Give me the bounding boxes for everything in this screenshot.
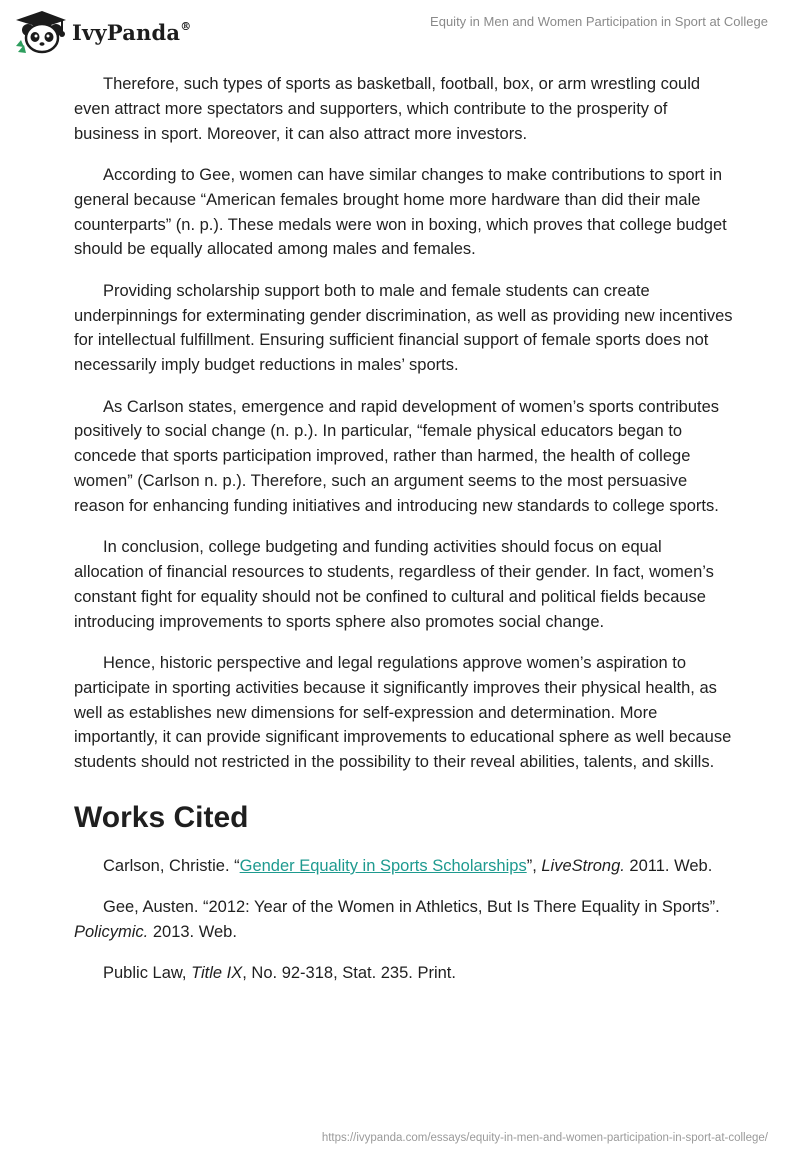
footer-url[interactable]: https://ivypanda.com/essays/equity-in-men-and-women-participation-in-sport-at-college/ [321,1132,768,1144]
document-title: Equity in Men and Women Participation in Sport at College [430,14,768,29]
ivypanda-logo[interactable] [12,6,191,56]
panda-graduate-icon [12,6,68,56]
body-paragraph: Providing scholarship support both to male and female students can create underpinnings for exterminating gender discrimination, as well as providing new incentives for intellectual fulfillment. Ensuring sufficient financial support of female sports does not necessarily imply budget reductions in males’ sports. [74,281,733,375]
body-paragraph: In conclusion, college budgeting and funding activities should focus on equal allocation of financial resources to students, regardless of their gender. In fact, women’s constant fight for equality should not be confined to cultural and political fields because introducing improvements to sports sphere also promotes social change. [74,538,714,631]
citation-entry: Gee, Austen. “2012: Year of the Women in Athletics, But Is There Equality in Sports”. Policymic. 2013. Web. [74,898,720,942]
logo-wordmark: IvyPanda® [72,19,192,45]
body-paragraph: As Carlson states, emergence and rapid development of women’s sports contributes positively to social change (n. p.). In particular, “female physical educators began to concede that sports participation improved, rather than harmed, the health of college women” (Carlson n. p.). Therefore, such an argument seems to the most persuasive reason for enhancing funding initiatives and introducing new standards to college sports. [74,397,720,515]
body-paragraph: According to Gee, women can have similar changes to make contributions to sport in general because “American females brought home more hardware than did their male counterparts” (n. p.). These medals were won in boxing, which proves that college budget should be equally allocated among males and females. [74,165,727,259]
works-cited-heading: Works Cited [74,800,249,834]
body-paragraph: Therefore, such types of sports as basketball, football, box, or arm wrestling could even attract more spectators and supporters, which contribute to the prosperity of business in sport. Moreover, it can also attract more investors. [74,75,701,143]
citation-link[interactable]: Gender Equality in Sports Scholarships [239,856,527,875]
page-header [0,0,800,62]
citation-entry: Carlson, Christie. “Gender Equality in Sports Scholarships”, LiveStrong. 2011. Web. [103,856,713,875]
citation-entry: Public Law, Title IX, No. 92-318, Stat. 235. Print. [103,964,456,983]
body-paragraph: Hence, historic perspective and legal regulations approve women’s aspiration to participate in sporting activities because it significantly improves their physical health, as well as establishes new dimensions for self-expression and determination. More importantly, it can provide significant improvements to educational sphere as well because students should not restricted in the possibility to their reveal abilities, talents, and skills. [74,653,732,772]
essay-body [74,72,734,1003]
